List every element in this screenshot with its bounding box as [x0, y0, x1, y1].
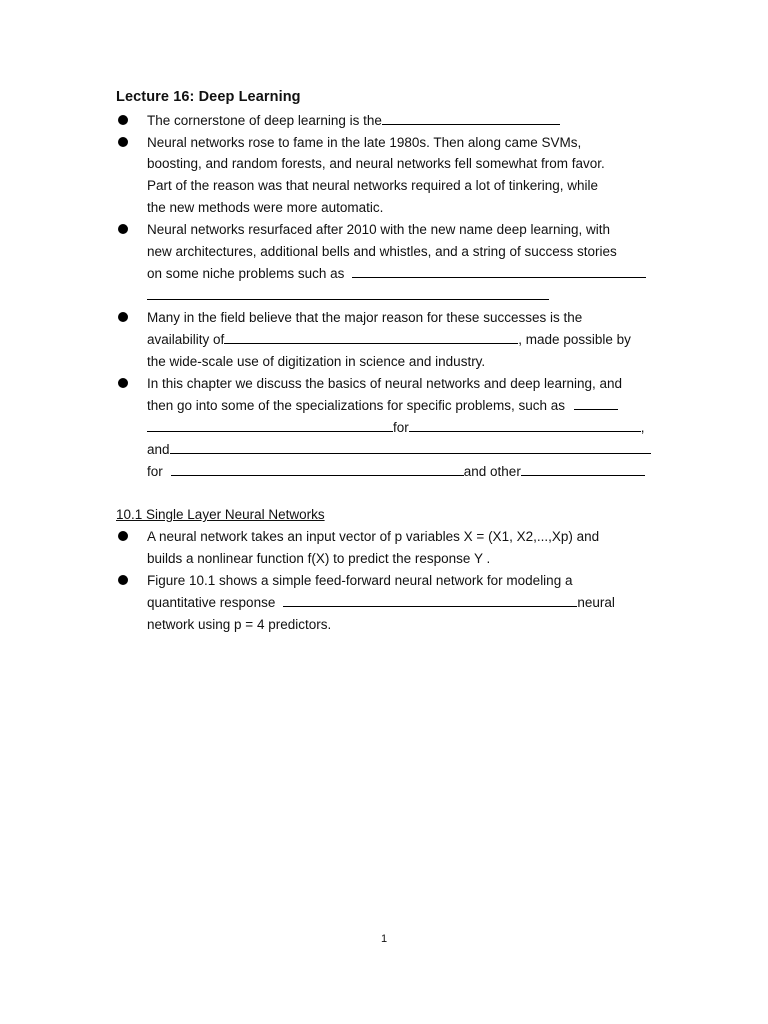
bullet-5-line-1: In this chapter we discuss the basics of neural networks and deep learning, and	[147, 376, 623, 391]
bullet-2-line-3: Part of the reason was that neural networks required a lot of tinkering, while	[147, 178, 598, 193]
bullet-5-line-5	[147, 461, 645, 483]
bullet-4-text-b: , made possible by	[518, 332, 631, 347]
fill-in-blank[interactable]	[382, 110, 560, 125]
bullet-2-line-1: Neural networks rose to fame in the late 1980s. Then along came SVMs,	[147, 135, 582, 150]
fill-in-blank[interactable]	[147, 285, 549, 300]
bullet-7-text-a: quantitative response	[147, 595, 276, 610]
bullet-icon	[118, 224, 128, 234]
fill-in-blank[interactable]	[224, 329, 518, 344]
bullet-1-line-1	[147, 110, 560, 132]
bullet-4-text-a: availability of	[147, 332, 225, 347]
bullet-3-line-4	[147, 285, 549, 307]
bullet-7-line-1: Figure 10.1 shows a simple feed-forward neural network for modeling a	[147, 573, 573, 588]
fill-in-blank[interactable]	[409, 417, 641, 432]
fill-in-blank[interactable]	[147, 417, 393, 432]
bullet-4-line-1: Many in the field believe that the major reason for these successes is the	[147, 310, 583, 325]
bullet-6-line-2: builds a nonlinear function f(X) to predict the response Y .	[147, 551, 491, 566]
bullet-icon	[118, 531, 128, 541]
bullet-5-text: then go into some of the specializations for specific problems, such as	[147, 398, 565, 413]
bullet-icon	[118, 137, 128, 147]
bullet-5-text-and: and	[147, 442, 170, 457]
bullet-7-text-b: neural	[577, 595, 615, 610]
bullet-3-line-2: new architectures, additional bells and whistles, and a string of success stories	[147, 244, 617, 259]
fill-in-blank[interactable]	[521, 461, 645, 476]
bullet-5-line-2	[147, 395, 618, 417]
bullet-icon	[118, 575, 128, 585]
bullet-2-line-4: the new methods were more automatic.	[147, 200, 384, 215]
bullet-3-line-3	[147, 263, 646, 285]
bullet-5-line-4	[147, 439, 651, 461]
fill-in-blank[interactable]	[170, 439, 651, 454]
page-title: Lecture 16: Deep Learning	[116, 89, 301, 105]
page-number: 1	[380, 933, 388, 945]
bullet-5-text-for-2: for	[147, 464, 163, 479]
section-heading: 10.1 Single Layer Neural Networks	[116, 507, 325, 522]
bullet-4-line-2	[147, 329, 631, 351]
bullet-7-line-3: network using p = 4 predictors.	[147, 617, 332, 632]
bullet-3-line-1: Neural networks resurfaced after 2010 with the new name deep learning, with	[147, 222, 611, 237]
fill-in-blank[interactable]	[574, 395, 618, 410]
bullet-1-text: The cornerstone of deep learning is the	[147, 113, 382, 128]
bullet-6-line-1: A neural network takes an input vector of p variables X = (X1, X2,...,Xp) and	[147, 529, 600, 544]
bullet-4-line-3: the wide-scale use of digitization in science and industry.	[147, 354, 486, 369]
bullet-5-text-and-other: and other	[463, 464, 521, 479]
bullet-2-line-2: boosting, and random forests, and neural networks fell somewhat from favor.	[147, 156, 605, 171]
bullet-icon	[118, 312, 128, 322]
bullet-icon	[118, 378, 128, 388]
fill-in-blank[interactable]	[283, 592, 577, 607]
bullet-5-line-3	[147, 417, 645, 439]
bullet-5-text-comma: ,	[640, 420, 645, 435]
bullet-3-text: on some niche problems such as	[147, 266, 345, 281]
bullet-icon	[118, 115, 128, 125]
fill-in-blank[interactable]	[352, 263, 646, 278]
bullet-7-line-2	[147, 592, 615, 614]
fill-in-blank[interactable]	[171, 461, 464, 476]
bullet-5-text-for: for	[393, 420, 409, 435]
